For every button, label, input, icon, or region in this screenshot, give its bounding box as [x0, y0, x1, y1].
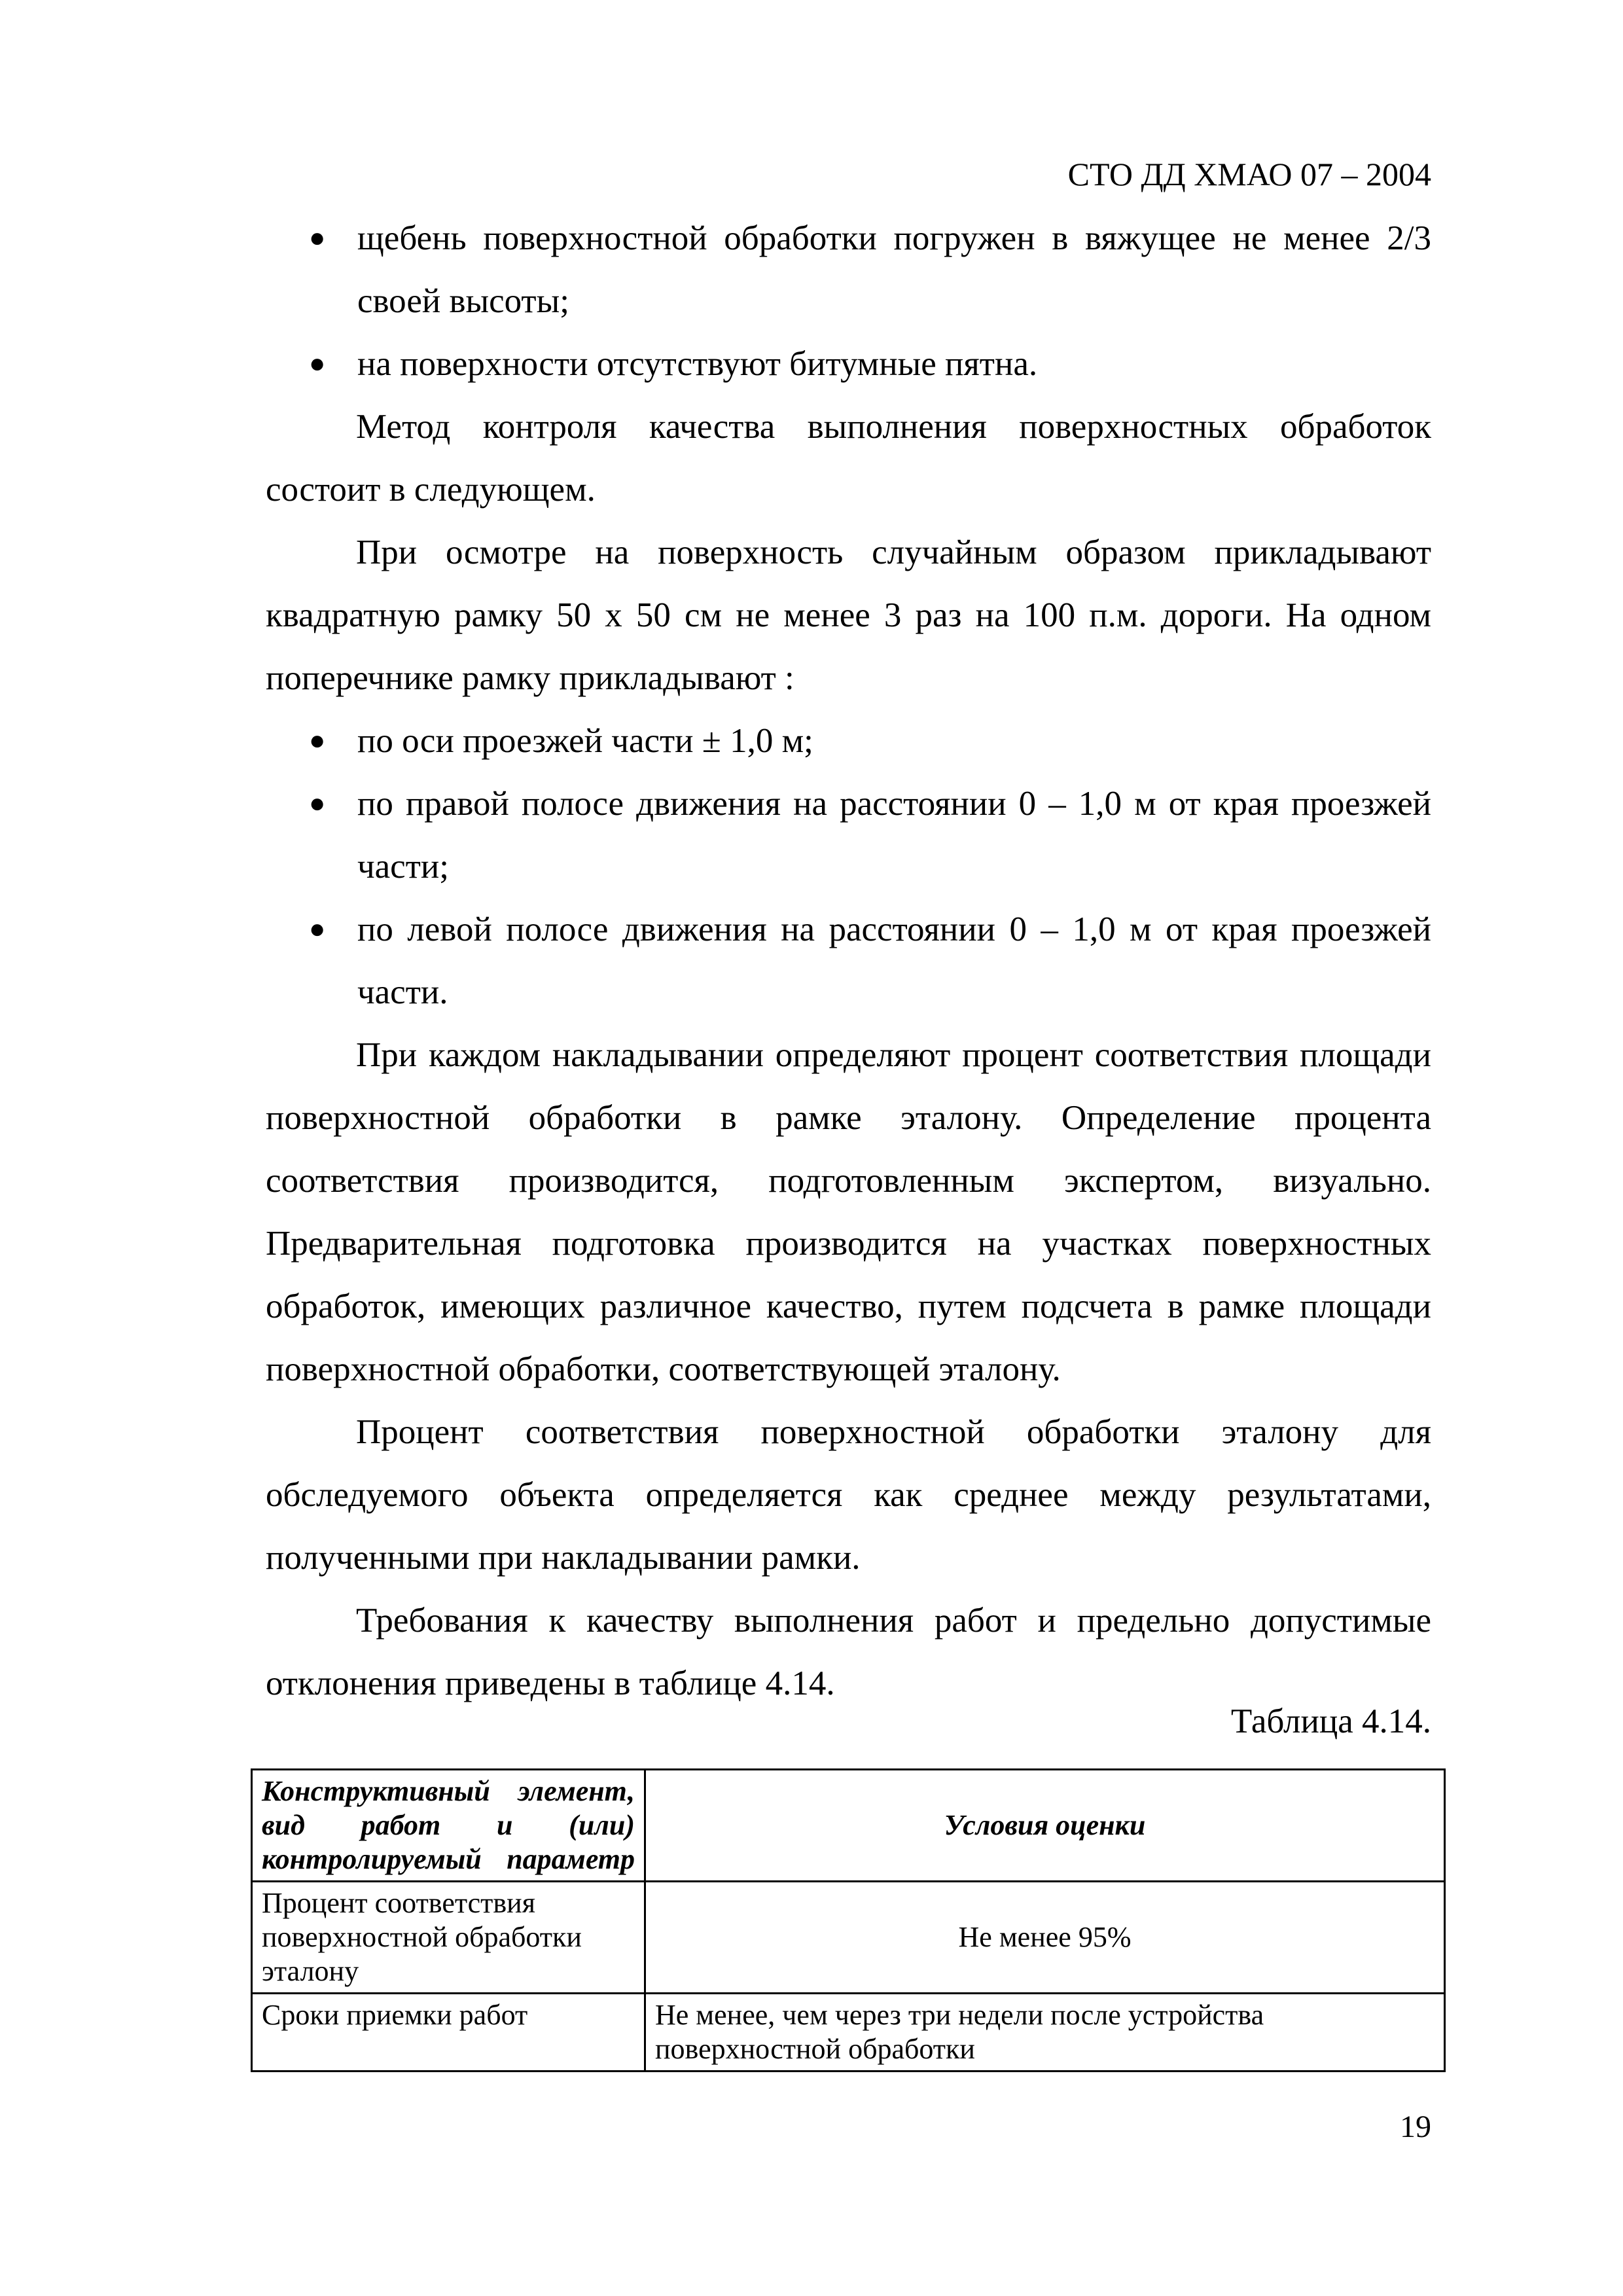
bullet-icon: ●: [309, 349, 326, 379]
body-text: [266, 207, 1431, 1715]
bullet-icon: ●: [309, 223, 326, 253]
paragraph: Процент соответствия поверхностной обработки эталону для обследуемого объекта определяется как среднее между результатами, полученными при накладывании рамки.: [266, 1413, 1431, 1577]
requirements-table: [251, 1768, 1446, 2072]
list-item: ● на поверхности отсутствуют битумные пятна.: [266, 332, 1431, 395]
table-row: [252, 1994, 1445, 2072]
paragraph: Метод контроля качества выполнения поверхностных обработок состоит в следующем.: [266, 408, 1431, 509]
page-number: 19: [1400, 2109, 1431, 2144]
table-header-cell: Конструктивный элемент, вид работ и (или) контролируемый параметр: [252, 1770, 645, 1882]
bullet-icon: ●: [309, 789, 326, 819]
table-header-cell: Условия оценки: [645, 1770, 1445, 1882]
table-caption: Таблица 4.14.: [1230, 1702, 1431, 1740]
list-item: ● по левой полосе движения на расстоянии 0 – 1,0 м от края проезжей части.: [266, 898, 1431, 1024]
list-item: ● по оси проезжей части ± 1,0 м;: [266, 709, 1431, 772]
table-cell: Не менее, чем через три недели после устройства поверхностной обработки: [645, 1994, 1445, 2072]
paragraph: При каждом накладывании определяют процент соответствия площади поверхностной обработки в рамке эталону. Определение процента соответствия производится, подготовленным экспертом, визуально. Предварительная подготовка производится на участках поверхностных обработок, имеющих различное качество, путем подсчета в рамке площади поверхностной обработки, соответствующей эталону.: [266, 1036, 1431, 1388]
table-cell: Не менее 95%: [645, 1882, 1445, 1994]
table-cell: Сроки приемки работ: [252, 1994, 645, 2072]
bullet-icon: ●: [309, 726, 326, 756]
document-code-header: СТО ДД ХМАО 07 – 2004: [1067, 156, 1431, 192]
bullet-icon: ●: [309, 914, 326, 944]
table-cell: Процент соответствия поверхностной обработки эталону: [252, 1882, 645, 1994]
table-header-row: [252, 1770, 1445, 1882]
paragraph: Требования к качеству выполнения работ и предельно допустимые отклонения приведены в таблице 4.14.: [266, 1602, 1431, 1702]
table-row: [252, 1882, 1445, 1994]
list-item: ● по правой полосе движения на расстоянии 0 – 1,0 м от края проезжей части;: [266, 772, 1431, 898]
paragraph: При осмотре на поверхность случайным образом прикладывают квадратную рамку 50 х 50 см не менее 3 раз на 100 п.м. дороги. На одном поперечнике рамку прикладывают :: [266, 533, 1431, 697]
list-item: ● щебень поверхностной обработки погружен в вяжущее не менее 2/3 своей высоты;: [266, 207, 1431, 332]
